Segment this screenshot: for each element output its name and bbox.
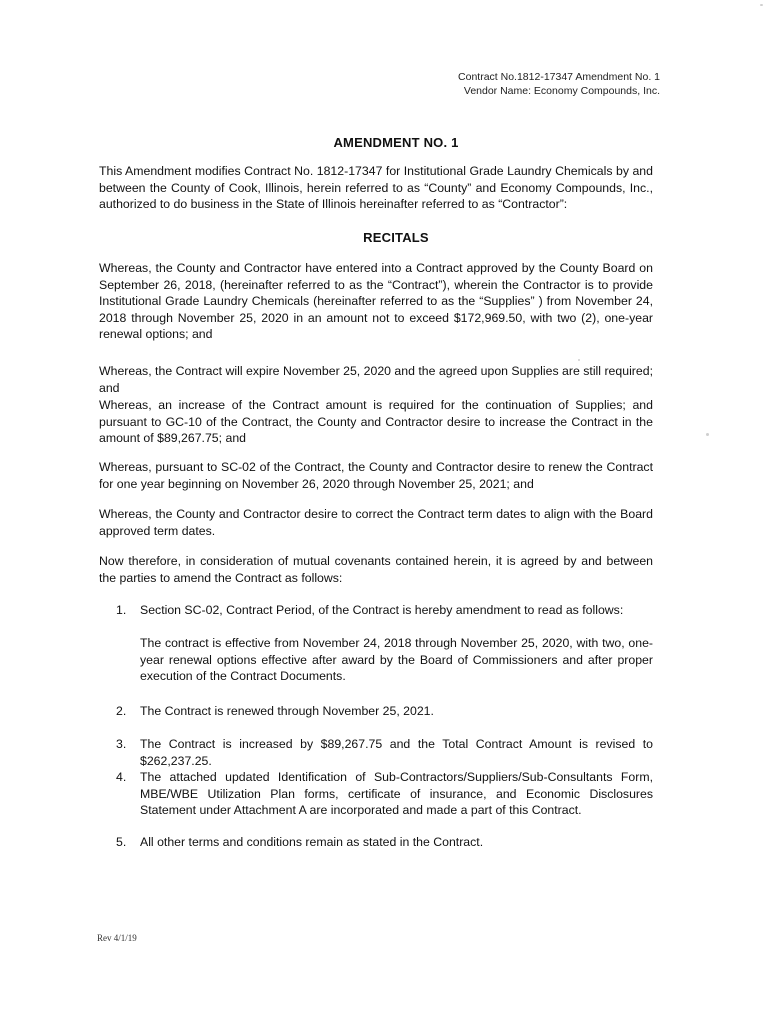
now-therefore-paragraph: Now therefore, in consideration of mutual covenants contained herein, it is agreed by and between the parties to amend the Contract as follows:	[99, 554, 653, 585]
recital-paragraph: Whereas, the County and Contractor desire to correct the Contract term dates to align with the Board approved term dates.	[99, 507, 653, 538]
recital-paragraph: Whereas, an increase of the Contract amount is required for the continuation of Supplies; and pursuant to GC-10 of the Contract, the County and Contractor desire to increase the Contract in the amount of $89,267.75; and	[99, 398, 653, 446]
header-contract-line: Contract No.1812-17347 Amendment No. 1	[458, 71, 660, 83]
item-text: The Contract is renewed through November 25, 2021.	[140, 704, 434, 718]
item-number: 2.	[116, 704, 127, 718]
item-number: 3.	[116, 737, 127, 751]
item-text: Section SC-02, Contract Period, of the Contract is hereby amendment to read as follows:	[140, 603, 624, 617]
header-vendor-line: Vendor Name: Economy Compounds, Inc.	[463, 85, 660, 97]
item-text: The attached updated Identification of Sub-Contractors/Suppliers/Sub-Consultants Form, MBE/WBE Utilization Plan forms, certificate of insurance, and Economic Disclosures Statement under Attachment A are incorporated and made a part of this Contract.	[140, 770, 653, 818]
recitals-heading: RECITALS	[363, 230, 429, 245]
scan-speck	[706, 433, 709, 436]
page-header	[458, 70, 660, 98]
item-number: 5.	[116, 835, 127, 849]
scan-speck	[578, 359, 580, 361]
recital-paragraph: Whereas, the County and Contractor have entered into a Contract approved by the County Board on September 26, 2018, (hereinafter referred to as the “Contract”), wherein the Contractor is to provide Institutional Grade Laundry Chemicals (hereinafter referred to as the “Supplies” ) from November 24, 2018 through November 25, 2020 in an amount not to exceed $172,969.50, with two (2), one-year renewal options; and	[99, 261, 653, 342]
item-number: 1.	[116, 603, 127, 617]
item-text: All other terms and conditions remain as stated in the Contract.	[140, 835, 484, 849]
scan-speck	[760, 4, 763, 6]
intro-paragraph: This Amendment modifies Contract No. 1812-17347 for Institutional Grade Laundry Chemicals by and between the County of Cook, Illinois, herein referred to as “County” and Economy Compounds, Inc., authorized to do business in the State of Illinois hereinafter referred to as “Contractor”:	[99, 164, 653, 212]
item-text: The Contract is increased by $89,267.75 and the Total Contract Amount is revised to $262,237.25.	[140, 737, 653, 768]
recital-paragraph: Whereas, pursuant to SC-02 of the Contract, the County and Contractor desire to renew the Contract for one year beginning on November 26, 2020 through November 25, 2021; and	[99, 460, 653, 491]
item-detail-paragraph: The contract is effective from November 24, 2018 through November 25, 2020, with two, one-year renewal options effective after award by the Board of Commissioners and after proper execution of the Contract Documents.	[140, 636, 653, 684]
item-number: 4.	[116, 770, 127, 784]
amendment-title: AMENDMENT NO. 1	[333, 135, 459, 150]
recital-paragraph: Whereas, the Contract will expire November 25, 2020 and the agreed upon Supplies are still required; and	[99, 364, 653, 395]
revision-footer: Rev 4/1/19	[97, 933, 137, 943]
